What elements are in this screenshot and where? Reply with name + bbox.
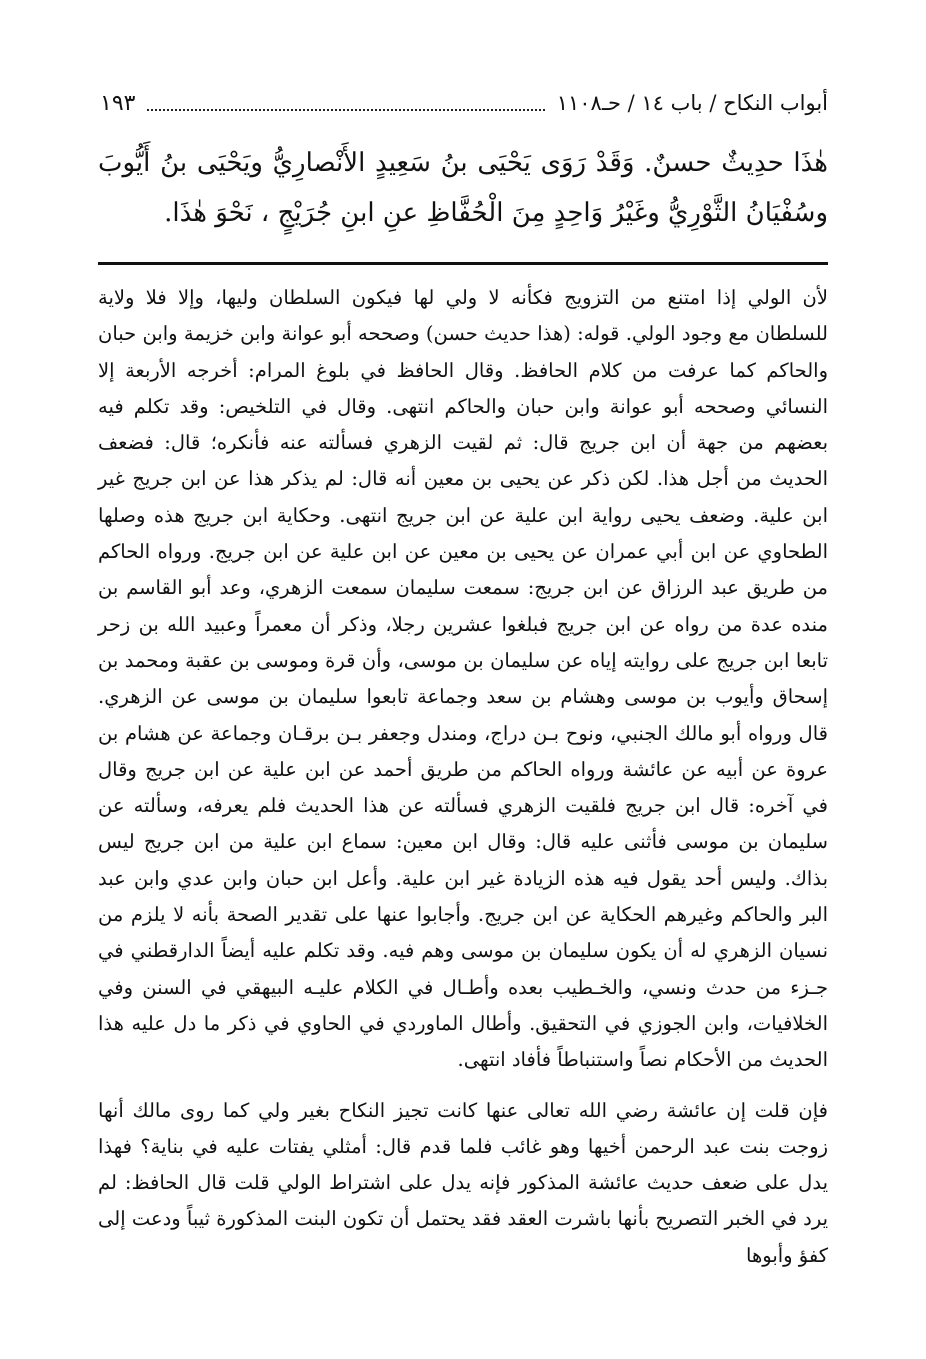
hadith-text: هٰذَا حدِيثٌ حسنٌ. وَقَدْ رَوَى يَحْيَى بنُ سَعِيدٍ الأَنْصارِيُّ ويَحْيَى بنُ أَيُّوبَ وسُفْيَانُ الثَّوْرِيُّ وغَيْرُ وَاحِدٍ مِنَ الْحُفَّاظِ عنِ ابنِ جُرَيْجٍ ، نَحْوَ هٰذَا. bbox=[98, 148, 828, 228]
hadith-text-block bbox=[98, 138, 828, 238]
commentary-paragraph-1: لأن الولي إذا امتنع من التزويج فكأنه لا ولي لها فيكون السلطان وليها، وإلا فلا ولاية للسلطان مع وجود الولي. قوله: (هذا حديث حسن) وصححه أبو عوانة وابن خزيمة وابن حبان والحاكم كما عرفت من كلام الحافظ. وقال الحافظ في بلوغ المرام: أخرجه الأربعة إلا النسائي وصححه أبو عوانة وابن حبان والحاكم انتهى. وقال في التلخيص: وقد تكلم فيه بعضهم من جهة أن ابن جريج قال: ثم لقيت الزهري فسألته عنه فأنكره؛ قال: فضعف الحديث من أجل هذا. لكن ذكر عن يحيى بن معين أنه قال: لم يذكر هذا عن ابن جريج غير ابن علية. وضعف يحيى رواية ابن علية عن ابن جريج انتهى. وحكاية ابن جريج هذه وصلها الطحاوي عن ابن أبي عمران عن يحيى بن معين عن ابن علية عن ابن جريج. ورواه الحاكم من طريق عبد الرزاق عن ابن جريج: سمعت سليمان سمعت الزهري، وعد أبو القاسم بن منده عدة من رواه عن ابن جريج فبلغوا عشرين رجلا، وذكر أن معمراً وعبيد الله بن زحر تابعا ابن جريج على روايته إياه عن سليمان بن موسى، وأن قرة وموسى بن عقبة ومحمد بن إسحاق وأيوب بن موسى وهشام بن سعد وجماعة تابعوا سليمان بن موسى عن الزهري. قال ورواه أبو مالك الجنبي، ونوح بـن دراج، ومندل وجعفر بـن برقـان وجماعة عن هشام بن عروة عن أبيه عن عائشة ورواه الحاكم من طريق أحمد عن ابن علية عن ابن جريج وقال في آخره: قال ابن جريج فلقيت الزهري فسألته عن هذا الحديث فلم يعرفه، وسألته عن سليمان بن موسى فأثنى عليه قال: وقال ابن معين: سماع ابن علية من ابن جريج ليس بذاك. وليس أحد يقول فيه هذه الزيادة غير ابن علية. وأعل ابن حبان وابن عدي وابن عبد البر والحاكم وغيرهم الحكاية عن ابن جريج. وأجابوا عنها على تقدير الصحة بأنه لا يلزم من نسيان الزهري له أن يكون سليمان بن موسى وهم فيه. وقد تكلم عليه أيضاً الدارقطني في جـزء من حدث ونسي، والخـطيب بعده وأطـال في الكلام عليـه البيهقي في السنن وفي الخلافيات، وابن الجوزي في التحقيق. وأطال الماوردي في الحاوي في ذكر ما دل عليه هذا الحديث من الأحكام نصاً واستنباطاً فأفاد انتهى. bbox=[98, 286, 828, 1072]
separator-rule bbox=[98, 262, 828, 265]
commentary-block bbox=[98, 280, 828, 1274]
commentary-paragraph-2: فإن قلت إن عائشة رضي الله تعالى عنها كانت تجيز النكاح بغير ولي كما روى مالك أنها زوجت بنت عبد الرحمن أخيها وهو غائب فلما قدم قال: أمثلي يفتات عليه في بناية؟ فهذا يدل على ضعف حديث عائشة المذكور فإنه يدل على اشتراط الولي قلت قال الحافظ: لم يرد في الخبر التصريح بأنها باشرت العقد فقد يحتمل أن تكون البنت المذكورة ثيباً ودعت إلى كفؤ وأبوها bbox=[98, 1098, 828, 1267]
dotted-leader bbox=[147, 95, 544, 111]
page-header bbox=[100, 86, 828, 120]
page-number: ١٩٣ bbox=[100, 90, 136, 116]
running-title: أبواب النكاح / باب ١٤ / حـ١١٠٨ bbox=[556, 91, 828, 115]
